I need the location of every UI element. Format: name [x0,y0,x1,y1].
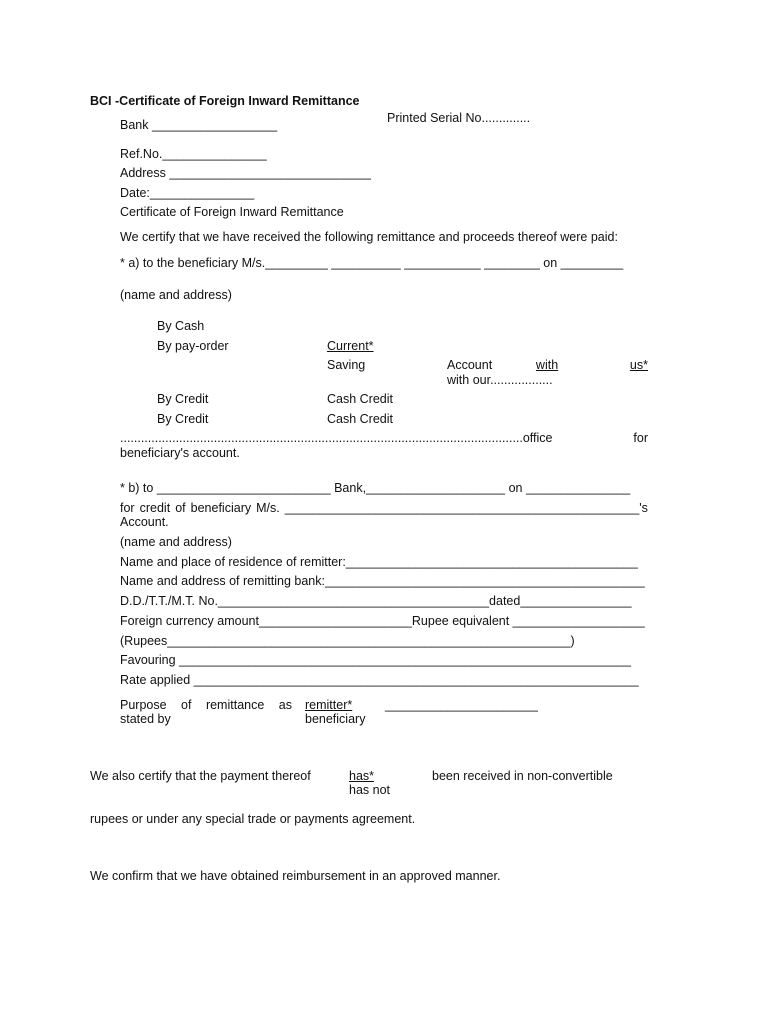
credit-word: for [120,501,135,515]
address-field: Address _____________________________ [120,166,371,180]
date-field: Date:_______________ [120,186,255,200]
printed-serial-field: Printed Serial No.............. [387,111,531,125]
with-word: with [535,358,559,372]
cash-credit-option: Cash Credit [327,412,393,426]
credit-of-beneficiary-line [120,501,648,516]
certificate-heading: Certificate of Foreign Inward Remittance [120,205,344,219]
stated-by-label: stated by [120,712,171,726]
with-our-field: with our.................. [447,373,553,387]
current-option: Current* [327,339,374,353]
has-not-option: has not [349,783,391,797]
bank-field: Bank __________________ [120,118,278,132]
ref-no-field: Ref.No._______________ [120,147,267,161]
purpose-word: remittance [205,698,265,712]
name-and-address-label: (name and address) [120,535,232,549]
account-with-us-line [447,358,648,373]
has-option: has* [349,769,375,783]
foreign-currency-field: Foreign currency amount______________________Rupee equivalent ___________________ [120,614,645,628]
reimbursement-confirmation: We confirm that we have obtained reimbursement in an approved manner. [90,869,501,883]
beneficiary-a-line: * a) to the beneficiary M/s._________ __________ ___________ ________ on _________ [120,256,624,270]
purpose-blank: ______________________ [385,698,538,712]
remitting-bank-field: Name and address of remitting bank:______________________________________________ [120,574,645,588]
by-pay-order-option: By pay-order [157,339,229,353]
purpose-word: as [278,698,292,712]
by-credit-option: By Credit [157,392,209,406]
rupees-trade-text: rupees or under any special trade or payments agreement. [90,812,416,826]
rupees-field: (Rupees__________________________________________________________) [120,634,575,648]
credit-word: M/s. [256,501,280,515]
dd-tt-mt-field: D.D./T.T./M.T. No._______________________________________dated________________ [120,594,632,608]
credit-word: of [175,501,186,515]
credit-word: credit [139,501,171,515]
rate-applied-field: Rate applied ________________________________________________________________ [120,673,639,687]
also-certify-text: We also certify that the payment thereof [90,769,311,783]
account-word: Account [447,358,493,372]
remitter-option: remitter* [305,698,353,712]
office-dots: ....................................................................................................................office [120,431,553,445]
office-for-word: for [633,431,648,445]
purpose-of-remittance-line [120,698,292,713]
been-received-text: been received in non-convertible [432,769,613,783]
us-word: us* [629,358,648,372]
office-line [120,431,648,446]
name-and-address-label: (name and address) [120,288,232,302]
certify-statement: We certify that we have received the following remittance and proceeds thereof were paid: [120,230,618,244]
saving-option: Saving [327,358,366,372]
beneficiary-b-line: * b) to _________________________ Bank,____________________ on _______________ [120,481,631,495]
beneficiary-name-blank: ___________________________________________________'s [284,501,648,515]
account-word-label: Account. [120,515,169,529]
cash-credit-option: Cash Credit [327,392,393,406]
beneficiary-account-text: beneficiary's account. [120,446,240,460]
document-title: BCI -Certificate of Foreign Inward Remittance [90,94,360,108]
favouring-field: Favouring _________________________________________________________________ [120,653,631,667]
credit-word: beneficiary [190,501,252,515]
by-cash-option: By Cash [157,319,205,333]
beneficiary-option: beneficiary [305,712,366,726]
purpose-word: Purpose [120,698,167,712]
by-credit-option: By Credit [157,412,209,426]
remitter-residence-field: Name and place of residence of remitter:__________________________________________ [120,555,638,569]
purpose-word: of [181,698,192,712]
